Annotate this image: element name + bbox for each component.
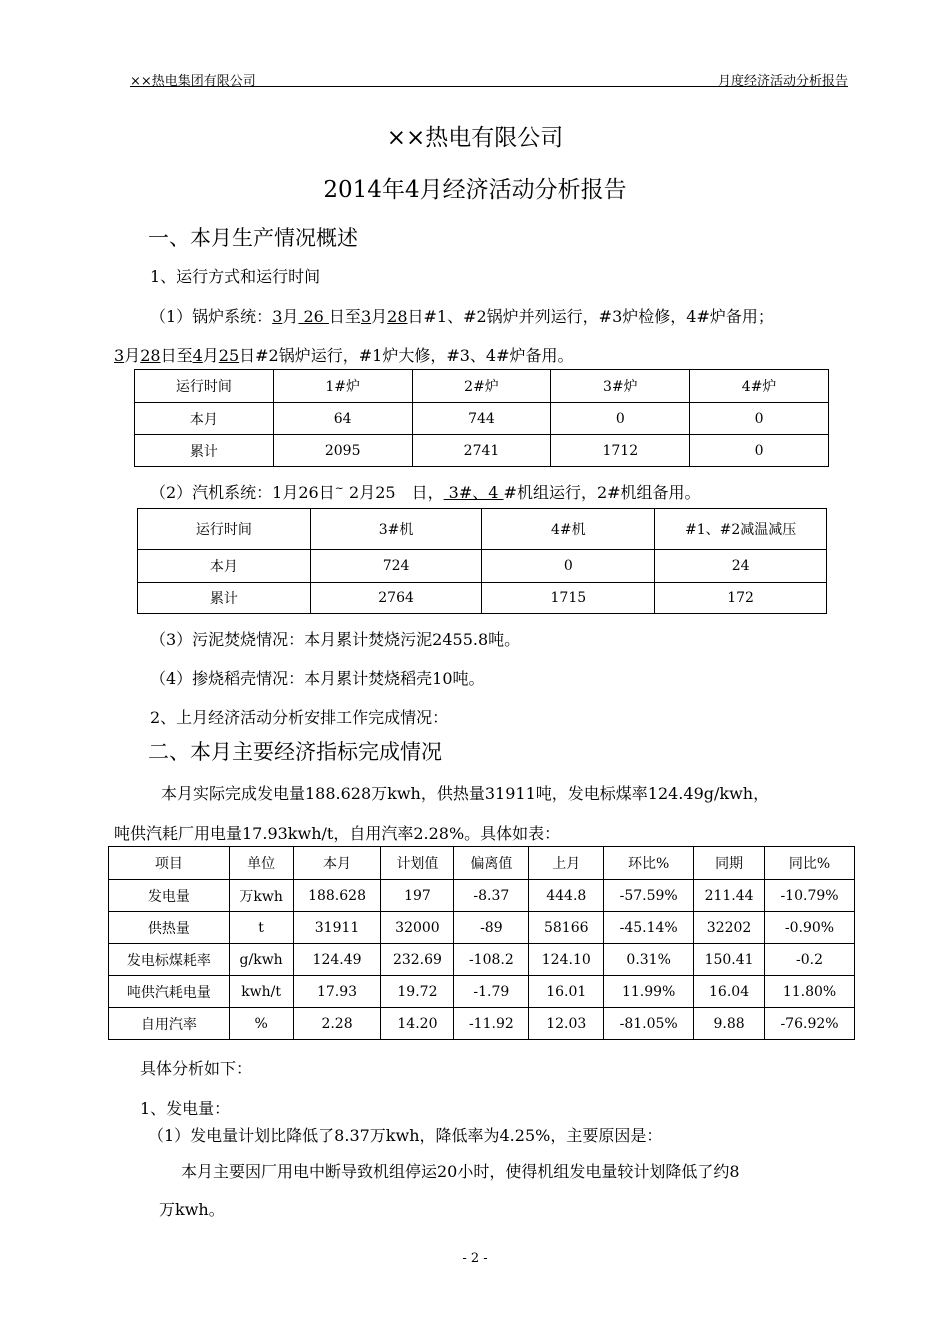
table-cell: 发电量	[109, 880, 230, 912]
table-cell: 累计	[138, 583, 311, 614]
table-header-cell: 3#机	[310, 509, 482, 550]
turbine-runtime-table	[137, 508, 827, 614]
table-cell: 本月	[138, 550, 311, 583]
table-cell: -45.14%	[604, 912, 694, 944]
table-cell: 2095	[273, 435, 412, 467]
table-cell: 0	[690, 435, 829, 467]
table-row	[109, 912, 855, 944]
table-cell: 32202	[694, 912, 765, 944]
husk-line: （4）掺烧稻壳情况：本月累计焚烧稻壳10吨。	[150, 669, 485, 688]
table-cell: 累计	[135, 435, 274, 467]
table-cell: 11.80%	[765, 976, 855, 1008]
table-row	[138, 550, 827, 583]
analysis-reason-line2: 万kwh。	[159, 1200, 225, 1219]
table-cell: 211.44	[694, 880, 765, 912]
analysis-reason-line1: 本月主要因厂用电中断导致机组停运20小时，使得机组发电量较计划降低了约8	[181, 1162, 740, 1181]
table-cell: 9.88	[694, 1008, 765, 1040]
table-row	[109, 944, 855, 976]
table-cell: 吨供汽耗电量	[109, 976, 230, 1008]
table-cell: 31911	[293, 912, 381, 944]
table-cell: -108.2	[454, 944, 529, 976]
table-header-cell: 项目	[109, 847, 230, 880]
table-cell: 2741	[412, 435, 551, 467]
table-header-cell: 4#炉	[690, 370, 829, 403]
table-cell: t	[229, 912, 293, 944]
table-cell: 16.01	[529, 976, 604, 1008]
section1-sub2: 2、上月经济活动分析安排工作完成情况：	[150, 708, 449, 727]
turbine-line: （2）汽机系统：1月26日~ 2月25 日， 3#、4 #机组运行，2#机组备用。	[150, 481, 701, 502]
table-header-cell: 上月	[529, 847, 604, 880]
table-header-cell: 环比%	[604, 847, 694, 880]
boiler-line2: 3月28日至4月25日#2锅炉运行，#1炉大修，#3、4#炉备用。	[114, 346, 574, 365]
table-cell: 150.41	[694, 944, 765, 976]
table-cell: 232.69	[381, 944, 454, 976]
table-cell: 58166	[529, 912, 604, 944]
table-header-cell: 3#炉	[551, 370, 690, 403]
table-cell: 14.20	[381, 1008, 454, 1040]
page-number: - 2 -	[462, 1251, 488, 1266]
table-cell: 0.31%	[604, 944, 694, 976]
table-header-cell: 本月	[293, 847, 381, 880]
table-cell: 0	[690, 403, 829, 435]
table-cell: 发电标煤耗率	[109, 944, 230, 976]
table-row	[138, 583, 827, 614]
table-row	[135, 435, 829, 467]
table-header-cell: 单位	[229, 847, 293, 880]
table-cell: 本月	[135, 403, 274, 435]
table-cell: 724	[310, 550, 482, 583]
header-company: ××热电集团有限公司	[130, 74, 256, 89]
section1-heading: 一、本月生产情况概述	[148, 226, 358, 250]
section2-heading: 二、本月主要经济指标完成情况	[148, 740, 442, 764]
table-cell: 供热量	[109, 912, 230, 944]
table-cell: -57.59%	[604, 880, 694, 912]
table-header-cell: 偏离值	[454, 847, 529, 880]
table-cell: %	[229, 1008, 293, 1040]
indicators-table	[108, 846, 855, 1040]
table-cell: 11.99%	[604, 976, 694, 1008]
table-row	[109, 1008, 855, 1040]
table-header-cell: 同比%	[765, 847, 855, 880]
table-cell: 1712	[551, 435, 690, 467]
section2-intro-line2: 吨供汽耗厂用电量17.93kwh/t，自用汽率2.28%。具体如表：	[114, 824, 561, 843]
table-header-cell: 同期	[694, 847, 765, 880]
table-cell: -10.79%	[765, 880, 855, 912]
table-cell: 1715	[482, 583, 655, 614]
section1-sub1: 1、运行方式和运行时间	[150, 267, 321, 286]
table-cell: 自用汽率	[109, 1008, 230, 1040]
table-row	[109, 976, 855, 1008]
table-cell: kwh/t	[229, 976, 293, 1008]
table-cell: -89	[454, 912, 529, 944]
table-cell: 444.8	[529, 880, 604, 912]
table-cell: -1.79	[454, 976, 529, 1008]
table-cell: -81.05%	[604, 1008, 694, 1040]
section2-intro-line1: 本月实际完成发电量188.628万kwh，供热量31911吨，发电标煤率124.49g/kwh，	[161, 784, 770, 803]
table-cell: -0.2	[765, 944, 855, 976]
sludge-line: （3）污泥焚烧情况：本月累计焚烧污泥2455.8吨。	[150, 630, 521, 649]
table-cell: 0	[482, 550, 655, 583]
analysis-item1: 1、发电量：	[140, 1099, 231, 1118]
table-cell: 万kwh	[229, 880, 293, 912]
document-subtitle: 2014年4月经济活动分析报告	[323, 177, 627, 203]
table-cell: 188.628	[293, 880, 381, 912]
table-cell: 124.49	[293, 944, 381, 976]
analysis-item1-1: （1）发电量计划比降低了8.37万kwh，降低率为4.25%，主要原因是：	[148, 1126, 663, 1145]
table-header-cell: 4#机	[482, 509, 655, 550]
table-cell: 197	[381, 880, 454, 912]
document-title: ××热电有限公司	[386, 125, 564, 151]
boiler-line1: （1）锅炉系统：3月 26 日至3月28日#1、#2锅炉并列运行，#3炉检修，4#炉备用；	[150, 307, 774, 326]
boiler-runtime-table	[134, 369, 829, 467]
table-header-cell: 运行时间	[138, 509, 311, 550]
header-report-type: 月度经济活动分析报告	[717, 74, 848, 89]
table-header-cell: #1、#2减温减压	[655, 509, 827, 550]
table-header-row	[109, 847, 855, 880]
table-cell: 32000	[381, 912, 454, 944]
table-row	[135, 403, 829, 435]
table-header-cell: 运行时间	[135, 370, 274, 403]
table-header-cell: 2#炉	[412, 370, 551, 403]
table-header-cell: 1#炉	[273, 370, 412, 403]
header-rule	[130, 86, 848, 87]
table-cell: 12.03	[529, 1008, 604, 1040]
table-header-row	[135, 370, 829, 403]
table-cell: -0.90%	[765, 912, 855, 944]
table-cell: 744	[412, 403, 551, 435]
table-cell: g/kwh	[229, 944, 293, 976]
table-cell: 19.72	[381, 976, 454, 1008]
table-header-row	[138, 509, 827, 550]
table-cell: 0	[551, 403, 690, 435]
table-cell: -11.92	[454, 1008, 529, 1040]
table-cell: 64	[273, 403, 412, 435]
table-cell: 2764	[310, 583, 482, 614]
analysis-intro: 具体分析如下：	[140, 1059, 253, 1078]
table-cell: 16.04	[694, 976, 765, 1008]
table-cell: 172	[655, 583, 827, 614]
table-row	[109, 880, 855, 912]
table-cell: -8.37	[454, 880, 529, 912]
table-cell: 2.28	[293, 1008, 381, 1040]
table-cell: 124.10	[529, 944, 604, 976]
table-header-cell: 计划值	[381, 847, 454, 880]
table-cell: 24	[655, 550, 827, 583]
table-cell: 17.93	[293, 976, 381, 1008]
table-cell: -76.92%	[765, 1008, 855, 1040]
